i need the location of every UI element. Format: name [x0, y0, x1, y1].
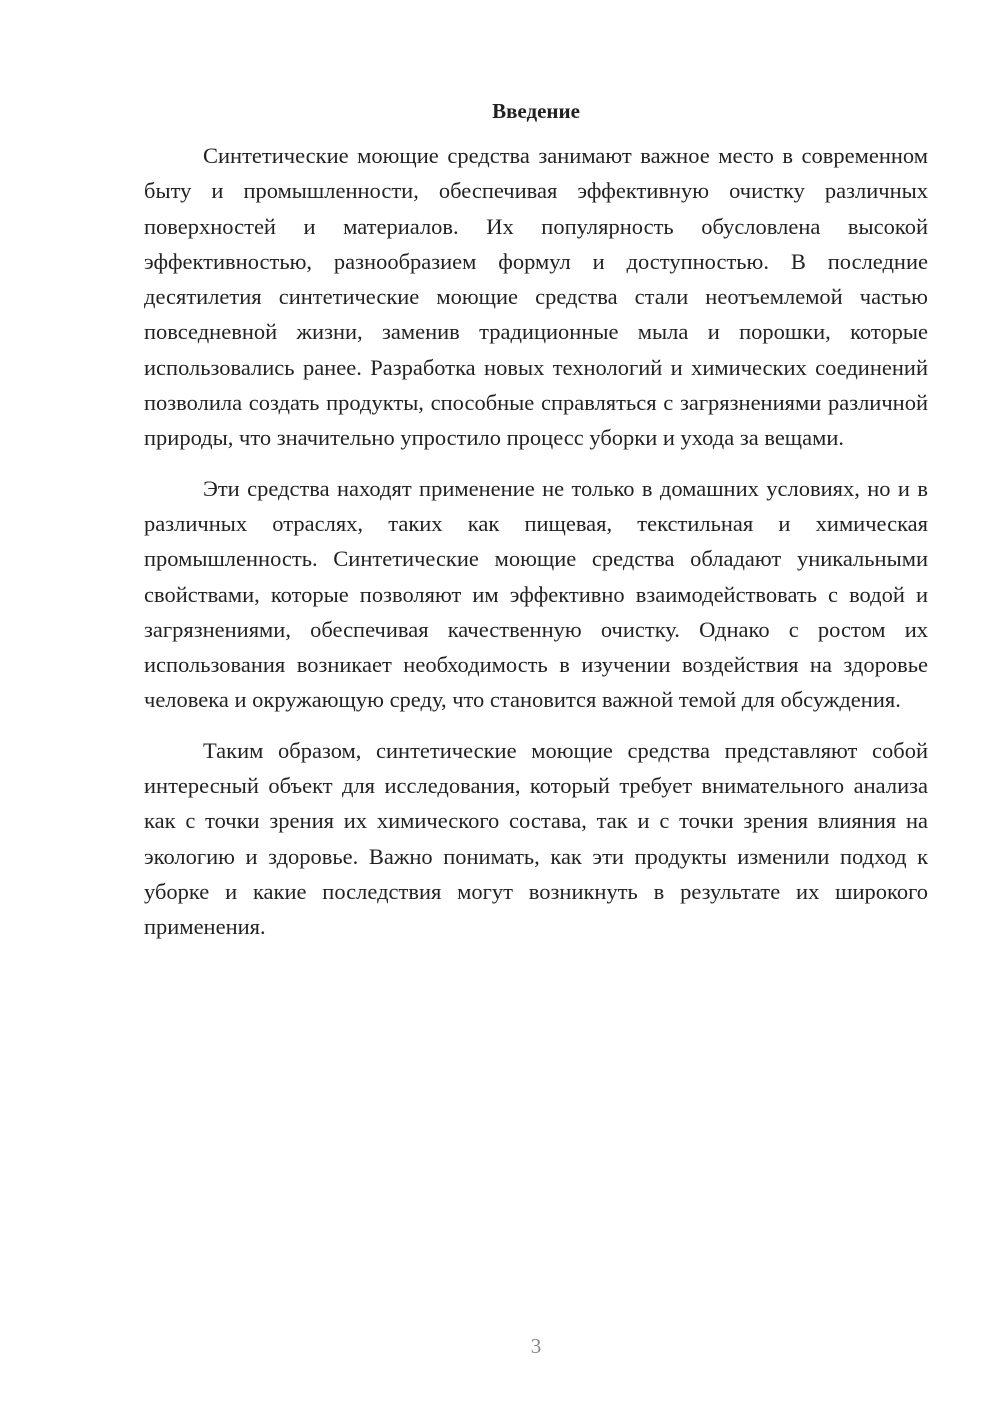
paragraph-2: Эти средства находят применение не только в домашних условиях, но и в различных отраслях, таких как пищевая, текстильная и химическая промышленность. Синтетические моющие средства обладают уникальными свойствами, которые позволяют им эффективно взаимодействовать с водой и загрязнениями, обеспечивая качественную очистку. Однако с ростом их использования возникает необходимость в изучении воздействия на здоровье человека и окружающую среду, что становится важной темой для обсуждения.: [144, 475, 928, 713]
paragraph-3: Таким образом, синтетические моющие средства представляют собой интересный объект для исследования, который требует внимательного анализа как с точки зрения их химического состава, так и с точки зрения влияния на экологию и здоровье. Важно понимать, как эти продукты изменили подход к уборке и какие последствия могут возникнуть в результате их широкого применения.: [144, 737, 928, 940]
page-number: 3: [530, 1334, 542, 1358]
page-body: [144, 96, 928, 960]
paragraph-1: Синтетические моющие средства занимают важное место в современном быту и промышленности, обеспечивая эффективную очистку различных поверхностей и материалов. Их популярность обусловлена высокой эффективностью, разнообразием формул и доступностью. В последние десятилетия синтетические моющие средства стали неотъемлемой частью повседневной жизни, заменив традиционные мыла и порошки, которые использовались ранее. Разработка новых технологий и химических соединений позволила создать продукты, способные справляться с загрязнениями различной природы, что значительно упростило процесс уборки и ухода за вещами.: [144, 143, 928, 451]
section-heading: Введение: [492, 99, 580, 123]
